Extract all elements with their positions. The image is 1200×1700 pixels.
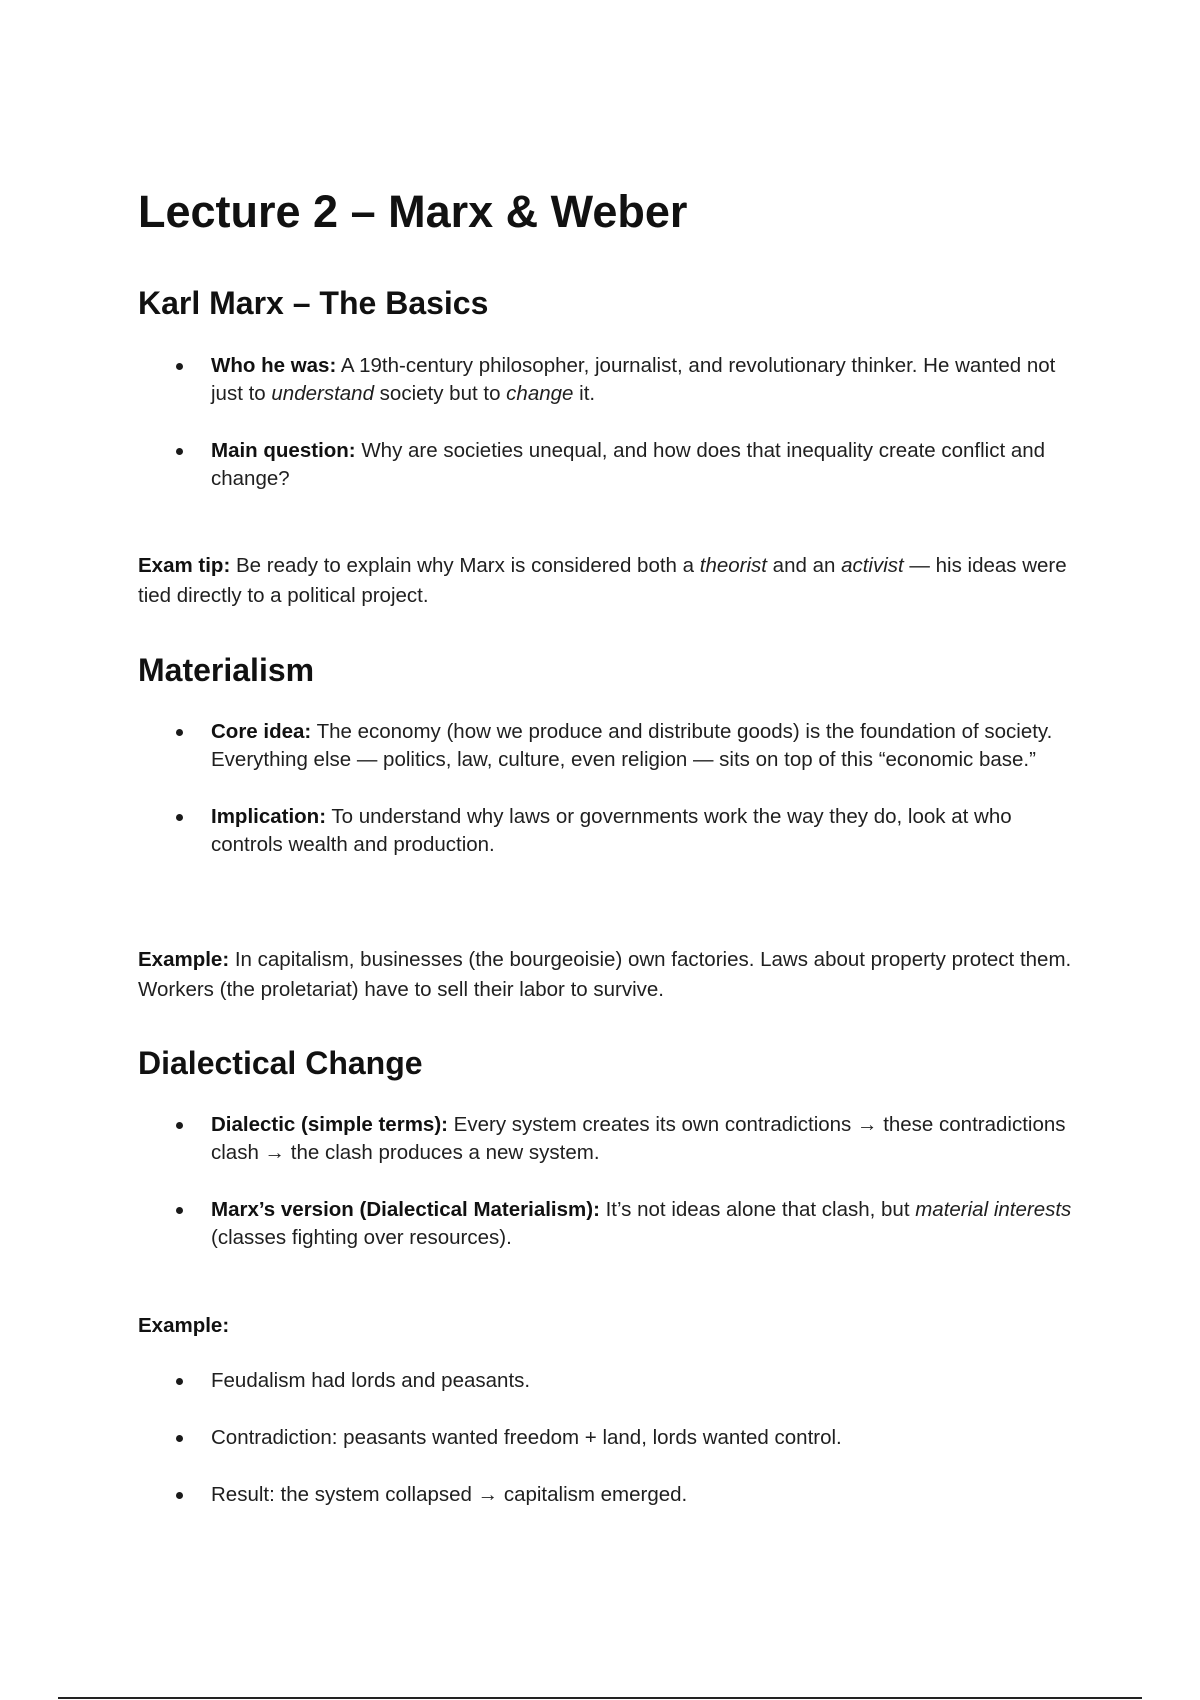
bullet-text: It’s not ideas alone that clash, but — [599, 1198, 916, 1221]
bullet-label: Marx’s version (Dialectical Materialism): — [211, 1198, 600, 1221]
note-label: Example: — [138, 948, 230, 971]
bullet-list-dialectical-change — [138, 1111, 1073, 1252]
bullet-icon — [176, 1378, 183, 1385]
bullet-label: Main question: — [211, 439, 356, 462]
bullet-icon — [176, 448, 183, 455]
note-label: Example: — [138, 1314, 230, 1337]
example-heading — [138, 1311, 1073, 1341]
bullet-list-materialism — [138, 718, 1073, 859]
bullet-list-karl-marx-basics — [138, 352, 1073, 493]
page-divider — [58, 1697, 1142, 1699]
list-item — [138, 1196, 1073, 1252]
bullet-text: it. — [573, 382, 596, 405]
bullet-icon — [176, 1122, 183, 1129]
bullet-emphasis: understand — [271, 382, 374, 405]
page-title: Lecture 2 – Marx & Weber — [138, 186, 688, 237]
bullet-text: Every system creates its own contradictions → these contradictions clash → the clash produces a new system. — [211, 1113, 1066, 1164]
list-item — [138, 1367, 1073, 1395]
bullet-list-example — [138, 1367, 1073, 1509]
list-item — [138, 437, 1073, 493]
bullet-emphasis: material interests — [915, 1198, 1072, 1221]
bullet-icon — [176, 729, 183, 736]
list-item — [138, 1111, 1073, 1167]
bullet-label: Core idea: — [211, 720, 312, 743]
bullet-text: Contradiction: peasants wanted freedom + land, lords wanted control. — [211, 1426, 842, 1449]
example-paragraph — [138, 945, 1073, 1005]
bullet-label: Who he was: — [211, 354, 337, 377]
section-heading-materialism: Materialism — [138, 652, 315, 688]
bullet-icon — [176, 1435, 183, 1442]
bullet-emphasis: change — [506, 382, 574, 405]
bullet-text: society but to — [373, 382, 507, 405]
bullet-icon — [176, 363, 183, 370]
list-item — [138, 1424, 1073, 1452]
section-heading-dialectical-change: Dialectical Change — [138, 1045, 423, 1081]
bullet-icon — [176, 814, 183, 821]
bullet-text: The economy (how we produce and distribute goods) is the foundation of society. Everything else — politics, law, culture, even religion — sits on top of this “economic base.” — [211, 720, 1053, 771]
bullet-text: (classes fighting over resources). — [211, 1226, 512, 1249]
list-item — [138, 803, 1073, 859]
bullet-text: To understand why laws or governments work the way they do, look at who controls wealth and production. — [211, 805, 1012, 856]
bullet-text: A 19th-century philosopher, journalist, and revolutionary thinker. He wanted not just to — [211, 354, 1056, 405]
note-text: In capitalism, businesses (the bourgeoisie) own factories. Laws about property protect them. Workers (the proletariat) have to sell their labor to survive. — [138, 948, 1072, 1001]
note-emphasis: activist — [841, 554, 904, 577]
bullet-label: Dialectic (simple terms): — [211, 1113, 448, 1136]
note-emphasis: theorist — [699, 554, 767, 577]
exam-tip-paragraph — [138, 551, 1073, 611]
bullet-icon — [176, 1207, 183, 1214]
section-heading-karl-marx-basics: Karl Marx – The Basics — [138, 285, 489, 321]
list-item — [138, 352, 1073, 408]
list-item — [138, 718, 1073, 774]
note-text: and an — [766, 554, 842, 577]
bullet-icon — [176, 1492, 183, 1499]
bullet-text: Feudalism had lords and peasants. — [211, 1369, 531, 1392]
note-label: Exam tip: — [138, 554, 231, 577]
bullet-text: Result: the system collapsed → capitalism emerged. — [211, 1483, 688, 1506]
bullet-label: Implication: — [211, 805, 327, 828]
bullet-text: Why are societies unequal, and how does that inequality create conflict and change? — [211, 439, 1046, 490]
list-item — [138, 1481, 1073, 1509]
note-text: Be ready to explain why Marx is considered both a — [230, 554, 700, 577]
note-text: — his ideas were tied directly to a political project. — [138, 554, 1067, 607]
